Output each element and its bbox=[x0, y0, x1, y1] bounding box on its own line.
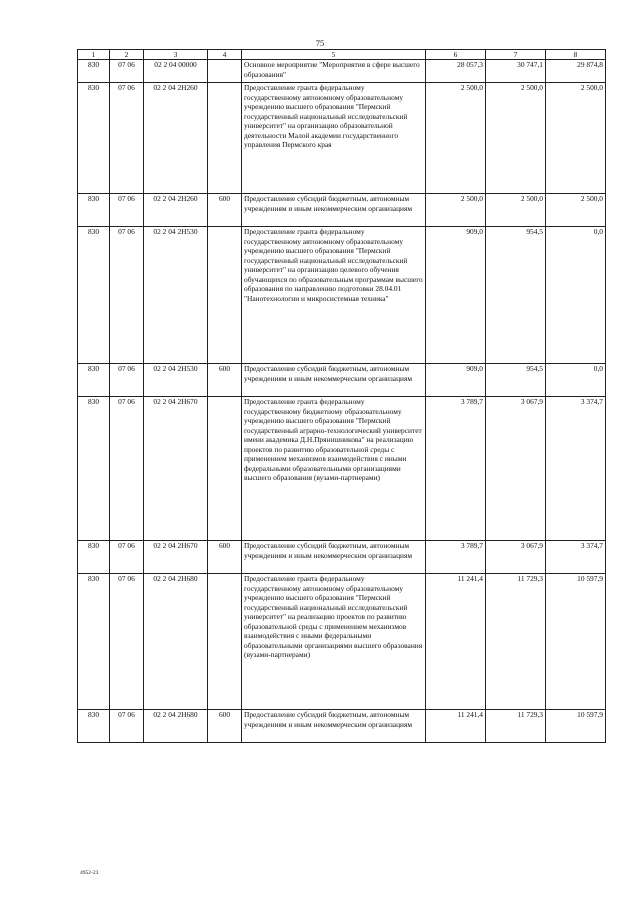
table-row bbox=[78, 541, 606, 574]
amount-col-7-cell: 954,5 bbox=[486, 364, 546, 397]
description-cell: Предоставление субсидий бюджетным, автономным учреждениям и иным некоммерческим организациям bbox=[242, 194, 426, 227]
amount-col-6-cell: 2 500,0 bbox=[426, 194, 486, 227]
table-row bbox=[78, 227, 606, 364]
header-col-7: 7 bbox=[486, 50, 546, 60]
amount-col-7-cell: 2 500,0 bbox=[486, 194, 546, 227]
header-col-1: 1 bbox=[78, 50, 110, 60]
target-article-cell: 02 2 04 2Н260 bbox=[144, 194, 208, 227]
amount-col-7-cell: 954,5 bbox=[486, 227, 546, 364]
target-article-cell: 02 2 04 2Н670 bbox=[144, 397, 208, 541]
description-cell: Основное мероприятие "Мероприятия в сфере высшего образования" bbox=[242, 60, 426, 83]
ministry-code-cell: 830 bbox=[78, 227, 110, 364]
expense-type-cell bbox=[208, 227, 242, 364]
ministry-code-cell: 830 bbox=[78, 364, 110, 397]
amount-col-7-cell: 11 729,3 bbox=[486, 574, 546, 710]
header-col-5: 5 bbox=[242, 50, 426, 60]
section-code-cell: 07 06 bbox=[110, 364, 144, 397]
header-col-3: 3 bbox=[144, 50, 208, 60]
section-code-cell: 07 06 bbox=[110, 710, 144, 743]
header-col-6: 6 bbox=[426, 50, 486, 60]
description-cell: Предоставление гранта федеральному государственному автономному образовательному учреждению высшего образования "Пермский государственный национальный исследовательский университет" на организацию образовательной деятельности Малой академии государственного управления Пермского края bbox=[242, 83, 426, 194]
target-article-cell: 02 2 04 2Н530 bbox=[144, 364, 208, 397]
expense-type-cell: 600 bbox=[208, 194, 242, 227]
table-row bbox=[78, 364, 606, 397]
expense-type-cell bbox=[208, 83, 242, 194]
target-article-cell: 02 2 04 00000 bbox=[144, 60, 208, 83]
ministry-code-cell: 830 bbox=[78, 83, 110, 194]
ministry-code-cell: 830 bbox=[78, 710, 110, 743]
expense-type-cell bbox=[208, 60, 242, 83]
expense-type-cell: 600 bbox=[208, 710, 242, 743]
section-code-cell: 07 06 bbox=[110, 194, 144, 227]
amount-col-7-cell: 3 067,9 bbox=[486, 541, 546, 574]
amount-col-6-cell: 3 789,7 bbox=[426, 397, 486, 541]
amount-col-8-cell: 29 874,8 bbox=[546, 60, 606, 83]
description-cell: Предоставление гранта федеральному государственному автономному образовательному учреждению высшего образования "Пермский государственный национальный исследовательский университет" на реализацию проектов по развитию образовательной среды с применением механизмов взаимодействия с иными федеральными образовательными организациями высшего образования (вузами-партнерами) bbox=[242, 574, 426, 710]
amount-col-7-cell: 2 500,0 bbox=[486, 83, 546, 194]
table-row bbox=[78, 83, 606, 194]
header-col-2: 2 bbox=[110, 50, 144, 60]
amount-col-8-cell: 10 597,9 bbox=[546, 710, 606, 743]
document-code: 4952-23 bbox=[80, 870, 99, 876]
description-cell: Предоставление субсидий бюджетным, автономным учреждениям и иным некоммерческим организациям bbox=[242, 541, 426, 574]
amount-col-8-cell: 0,0 bbox=[546, 227, 606, 364]
header-col-8: 8 bbox=[546, 50, 606, 60]
target-article-cell: 02 2 04 2Н680 bbox=[144, 574, 208, 710]
section-code-cell: 07 06 bbox=[110, 541, 144, 574]
ministry-code-cell: 830 bbox=[78, 574, 110, 710]
amount-col-8-cell: 2 500,0 bbox=[546, 194, 606, 227]
amount-col-6-cell: 909,0 bbox=[426, 364, 486, 397]
table-row bbox=[78, 710, 606, 743]
table-row bbox=[78, 574, 606, 710]
amount-col-6-cell: 2 500,0 bbox=[426, 83, 486, 194]
section-code-cell: 07 06 bbox=[110, 83, 144, 194]
expense-type-cell bbox=[208, 574, 242, 710]
table-row bbox=[78, 194, 606, 227]
amount-col-8-cell: 2 500,0 bbox=[546, 83, 606, 194]
description-cell: Предоставление гранта федеральному государственному бюджетному образовательному учреждению высшего образования "Пермский государственный аграрно-технологический университет имени академика Д.Н.Прянишникова" на реализацию проектов по развитию образовательной среды с применением механизмов взаимодействия с иными федеральными образовательными организациями высшего образования (вузами-партнерами) bbox=[242, 397, 426, 541]
amount-col-6-cell: 909,0 bbox=[426, 227, 486, 364]
expense-type-cell: 600 bbox=[208, 364, 242, 397]
ministry-code-cell: 830 bbox=[78, 541, 110, 574]
amount-col-7-cell: 3 067,9 bbox=[486, 397, 546, 541]
amount-col-7-cell: 30 747,1 bbox=[486, 60, 546, 83]
amount-col-8-cell: 10 597,9 bbox=[546, 574, 606, 710]
amount-col-7-cell: 11 729,3 bbox=[486, 710, 546, 743]
table-row bbox=[78, 397, 606, 541]
section-code-cell: 07 06 bbox=[110, 574, 144, 710]
target-article-cell: 02 2 04 2Н530 bbox=[144, 227, 208, 364]
table-header-row bbox=[78, 50, 606, 60]
amount-col-8-cell: 3 374,7 bbox=[546, 541, 606, 574]
ministry-code-cell: 830 bbox=[78, 397, 110, 541]
amount-col-8-cell: 3 374,7 bbox=[546, 397, 606, 541]
description-cell: Предоставление субсидий бюджетным, автономным учреждениям и иным некоммерческим организациям bbox=[242, 364, 426, 397]
header-col-4: 4 bbox=[208, 50, 242, 60]
description-cell: Предоставление гранта федеральному государственному автономному образовательному учреждению высшего образования "Пермский государственный национальный исследовательский университет" на организацию целевого обучения обучающихся по образовательным программам высшего образования по направлению подготовки 28.04.01 "Нанотехнологии и микросистемная техника" bbox=[242, 227, 426, 364]
target-article-cell: 02 2 04 2Н260 bbox=[144, 83, 208, 194]
section-code-cell: 07 06 bbox=[110, 227, 144, 364]
table-row bbox=[78, 60, 606, 83]
amount-col-8-cell: 0,0 bbox=[546, 364, 606, 397]
amount-col-6-cell: 11 241,4 bbox=[426, 574, 486, 710]
target-article-cell: 02 2 04 2Н680 bbox=[144, 710, 208, 743]
target-article-cell: 02 2 04 2Н670 bbox=[144, 541, 208, 574]
expense-type-cell: 600 bbox=[208, 541, 242, 574]
budget-table bbox=[77, 49, 606, 743]
amount-col-6-cell: 3 789,7 bbox=[426, 541, 486, 574]
amount-col-6-cell: 28 057,3 bbox=[426, 60, 486, 83]
section-code-cell: 07 06 bbox=[110, 397, 144, 541]
description-cell: Предоставление субсидий бюджетным, автономным учреждениям и иным некоммерческим организациям bbox=[242, 710, 426, 743]
ministry-code-cell: 830 bbox=[78, 194, 110, 227]
expense-type-cell bbox=[208, 397, 242, 541]
amount-col-6-cell: 11 241,4 bbox=[426, 710, 486, 743]
page-number: 75 bbox=[315, 38, 325, 48]
ministry-code-cell: 830 bbox=[78, 60, 110, 83]
section-code-cell: 07 06 bbox=[110, 60, 144, 83]
